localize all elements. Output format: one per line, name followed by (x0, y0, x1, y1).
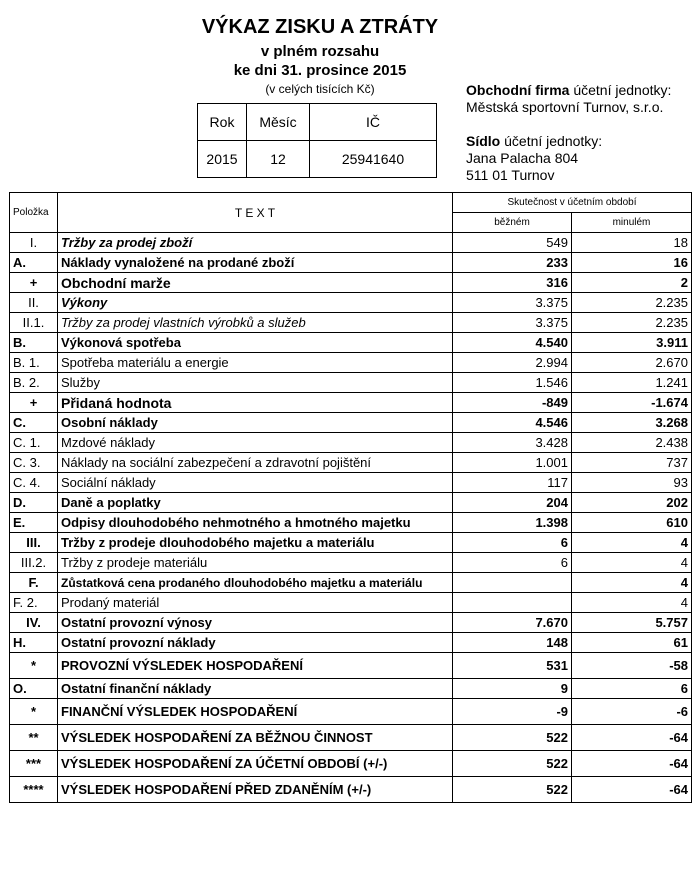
row-current-value: 1.001 (453, 453, 572, 473)
table-row (10, 433, 692, 453)
firm-label-rest: účetní jednotky: (569, 82, 672, 98)
seat-street: Jana Palacha 804 (466, 150, 579, 166)
row-text: Tržby z prodeje dlouhodobého majetku a materiálu (58, 533, 453, 553)
row-previous-value: 4 (572, 593, 692, 613)
row-text: Sociální náklady (58, 473, 453, 493)
row-code: **** (10, 777, 58, 803)
row-text: Náklady na sociální zabezpečení a zdravotní pojištění (58, 453, 453, 473)
row-current-value: 117 (453, 473, 572, 493)
firm-label (466, 82, 671, 99)
row-previous-value: 737 (572, 453, 692, 473)
table-row (10, 473, 692, 493)
row-current-value: 3.375 (453, 313, 572, 333)
table-row (10, 533, 692, 553)
row-text: Daně a poplatky (58, 493, 453, 513)
row-text: Ostatní provozní náklady (58, 633, 453, 653)
row-previous-value: -64 (572, 777, 692, 803)
row-code: * (10, 699, 58, 725)
row-current-value: 233 (453, 253, 572, 273)
table-row (10, 373, 692, 393)
row-current-value: 522 (453, 725, 572, 751)
row-text: Přidaná hodnota (58, 393, 453, 413)
row-current-value: 9 (453, 679, 572, 699)
row-text: Zůstatková cena prodaného dlouhodobého majetku a materiálu (58, 573, 453, 593)
row-current-value: 204 (453, 493, 572, 513)
report-units: (v celých tisících Kč) (265, 82, 375, 96)
row-current-value: 4.546 (453, 413, 572, 433)
row-code: C. 4. (10, 473, 58, 493)
row-current-value: 6 (453, 553, 572, 573)
row-previous-value: 4 (572, 573, 692, 593)
seat-label-bold: Sídlo (466, 133, 501, 149)
row-current-value: 2.994 (453, 353, 572, 373)
seat-city: 511 01 Turnov (466, 167, 555, 183)
row-code: B. 1. (10, 353, 58, 373)
row-current-value: -9 (453, 699, 572, 725)
row-previous-value: 93 (572, 473, 692, 493)
row-code: F. 2. (10, 593, 58, 613)
row-previous-value: 2.235 (572, 313, 692, 333)
row-text: Ostatní provozní výnosy (58, 613, 453, 633)
row-current-value: 3.428 (453, 433, 572, 453)
row-previous-value: 202 (572, 493, 692, 513)
row-code: A. (10, 253, 58, 273)
table-row (10, 633, 692, 653)
row-current-value: 522 (453, 777, 572, 803)
row-code: + (10, 273, 58, 293)
row-code: II.1. (10, 313, 58, 333)
table-row (10, 393, 692, 413)
mesic-label: Měsíc (247, 104, 310, 141)
row-previous-value: 16 (572, 253, 692, 273)
table-row (10, 699, 692, 725)
row-previous-value: -6 (572, 699, 692, 725)
row-text: Náklady vynaložené na prodané zboží (58, 253, 453, 273)
table-row (10, 313, 692, 333)
row-text: Tržby za prodej zboží (58, 233, 453, 253)
row-text: Ostatní finanční náklady (58, 679, 453, 699)
report-date: ke dni 31. prosince 2015 (233, 62, 407, 79)
table-row (10, 653, 692, 679)
row-code: * (10, 653, 58, 679)
seat-label (466, 133, 602, 150)
col-header-current: běžném (453, 213, 572, 233)
seat-label-rest: účetní jednotky: (500, 133, 603, 149)
row-previous-value: 18 (572, 233, 692, 253)
row-current-value: 522 (453, 751, 572, 777)
row-text: Prodaný materiál (58, 593, 453, 613)
table-row (10, 453, 692, 473)
row-code: H. (10, 633, 58, 653)
row-code: F. (10, 573, 58, 593)
row-current-value: 7.670 (453, 613, 572, 633)
col-header-previous: minulém (572, 213, 692, 233)
row-code: *** (10, 751, 58, 777)
row-previous-value: 3.268 (572, 413, 692, 433)
identification-table (197, 103, 437, 178)
table-row (10, 353, 692, 373)
row-code: I. (10, 233, 58, 253)
table-row (10, 493, 692, 513)
ic-label: IČ (310, 104, 437, 141)
row-previous-value: 2.235 (572, 293, 692, 313)
row-current-value: 1.398 (453, 513, 572, 533)
table-row (10, 573, 692, 593)
row-text: VÝSLEDEK HOSPODAŘENÍ PŘED ZDANĚNÍM (+/-) (58, 777, 453, 803)
row-current-value: 148 (453, 633, 572, 653)
row-text: Výkony (58, 293, 453, 313)
table-row (10, 593, 692, 613)
firm-label-bold: Obchodní firma (466, 82, 570, 98)
row-text: Tržby za prodej vlastních výrobků a služeb (58, 313, 453, 333)
row-previous-value: 61 (572, 633, 692, 653)
row-text: Odpisy dlouhodobého nehmotného a hmotného majetku (58, 513, 453, 533)
mesic-value: 12 (247, 141, 310, 178)
row-text: Služby (58, 373, 453, 393)
row-code: II. (10, 293, 58, 313)
row-current-value: 4.540 (453, 333, 572, 353)
table-row (10, 333, 692, 353)
row-text: Tržby z prodeje materiálu (58, 553, 453, 573)
table-row (10, 253, 692, 273)
row-current-value (453, 573, 572, 593)
row-code: O. (10, 679, 58, 699)
row-code: III. (10, 533, 58, 553)
row-text: Obchodní marže (58, 273, 453, 293)
row-current-value (453, 593, 572, 613)
rok-value: 2015 (198, 141, 247, 178)
row-text: FINANČNÍ VÝSLEDEK HOSPODAŘENÍ (58, 699, 453, 725)
col-header-polozka: Položka (10, 193, 58, 233)
firm-name: Městská sportovní Turnov, s.r.o. (466, 99, 664, 115)
row-text: VÝSLEDEK HOSPODAŘENÍ ZA BĚŽNOU ČINNOST (58, 725, 453, 751)
table-row (10, 513, 692, 533)
rok-label: Rok (198, 104, 247, 141)
row-code: IV. (10, 613, 58, 633)
row-code: ** (10, 725, 58, 751)
table-row (10, 751, 692, 777)
table-row (10, 725, 692, 751)
row-previous-value: 5.757 (572, 613, 692, 633)
row-current-value: 549 (453, 233, 572, 253)
row-code: C. (10, 413, 58, 433)
row-current-value: -849 (453, 393, 572, 413)
row-code: C. 1. (10, 433, 58, 453)
row-code: B. (10, 333, 58, 353)
col-header-group: Skutečnost v účetním období (453, 193, 692, 213)
ic-value: 25941640 (310, 141, 437, 178)
row-previous-value: 1.241 (572, 373, 692, 393)
row-code: C. 3. (10, 453, 58, 473)
row-text: Mzdové náklady (58, 433, 453, 453)
report-title: VÝKAZ ZISKU A ZTRÁTY (201, 16, 439, 38)
row-previous-value: 6 (572, 679, 692, 699)
row-previous-value: 2.438 (572, 433, 692, 453)
row-previous-value: -64 (572, 725, 692, 751)
row-code: + (10, 393, 58, 413)
row-text: Osobní náklady (58, 413, 453, 433)
row-code: E. (10, 513, 58, 533)
table-row (10, 413, 692, 433)
row-current-value: 531 (453, 653, 572, 679)
row-previous-value: -1.674 (572, 393, 692, 413)
report-subtitle: v plném rozsahu (260, 43, 380, 60)
row-previous-value: 4 (572, 533, 692, 553)
table-row (10, 613, 692, 633)
row-text: VÝSLEDEK HOSPODAŘENÍ ZA ÚČETNÍ OBDOBÍ (+/-) (58, 751, 453, 777)
row-text: Výkonová spotřeba (58, 333, 453, 353)
row-previous-value: 2 (572, 273, 692, 293)
row-previous-value: 3.911 (572, 333, 692, 353)
table-row (10, 679, 692, 699)
row-previous-value: 4 (572, 553, 692, 573)
row-current-value: 1.546 (453, 373, 572, 393)
row-code: D. (10, 493, 58, 513)
row-code: III.2. (10, 553, 58, 573)
row-text: PROVOZNÍ VÝSLEDEK HOSPODAŘENÍ (58, 653, 453, 679)
row-code: B. 2. (10, 373, 58, 393)
row-text: Spotřeba materiálu a energie (58, 353, 453, 373)
col-header-text: T E X T (58, 193, 453, 233)
row-current-value: 6 (453, 533, 572, 553)
row-current-value: 3.375 (453, 293, 572, 313)
row-previous-value: 610 (572, 513, 692, 533)
table-row (10, 553, 692, 573)
table-row (10, 293, 692, 313)
row-previous-value: -64 (572, 751, 692, 777)
row-previous-value: -58 (572, 653, 692, 679)
row-previous-value: 2.670 (572, 353, 692, 373)
table-row (10, 233, 692, 253)
table-row (10, 777, 692, 803)
table-row (10, 273, 692, 293)
profit-loss-table (9, 192, 692, 803)
row-current-value: 316 (453, 273, 572, 293)
